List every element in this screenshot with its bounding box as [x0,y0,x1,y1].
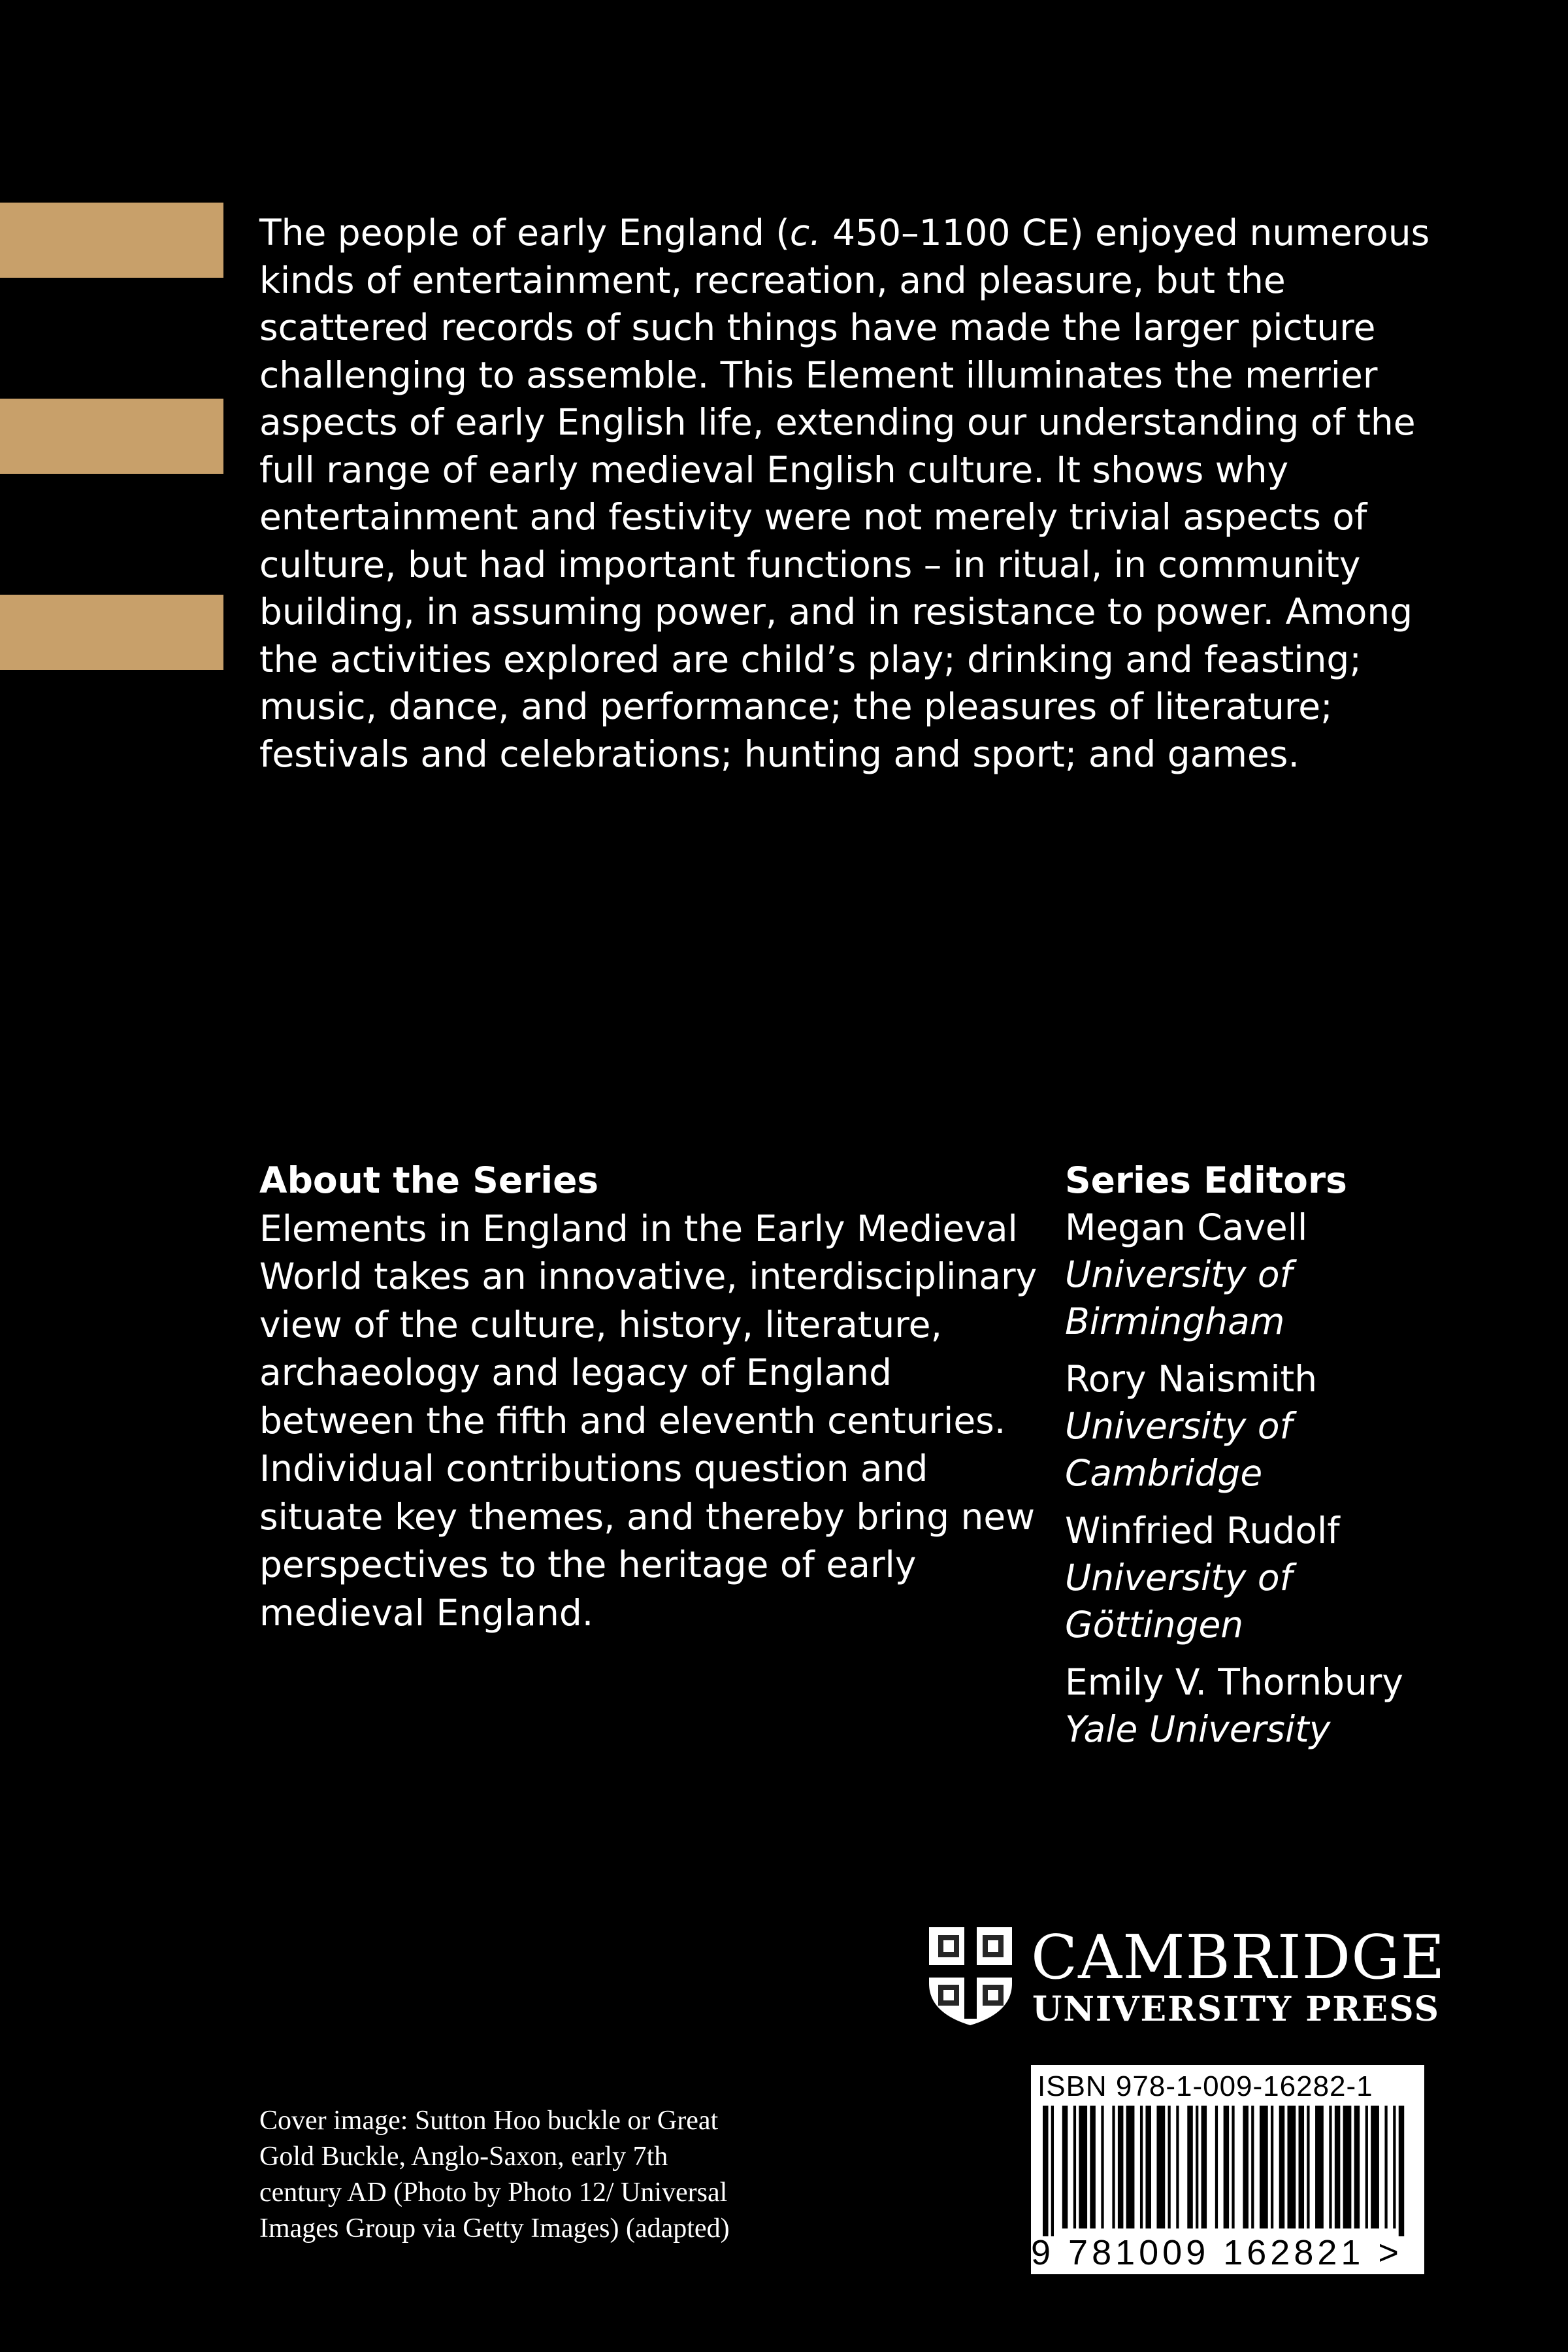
barcode-bar [1118,2106,1124,2228]
about-heading: About the Series [259,1159,599,1201]
about-the-series [259,1157,1043,1637]
accent-bar-1 [0,203,223,278]
book-description: The people of early England (c. 450–1100 CE) enjoyed numerous kinds of entertainment, recreation, and pleasure, but the scattered records of such things have made the larger picture challenging to assemble. This Element illuminates the merrier aspects of early English life, extending our understanding of the full range of early medieval English culture. It shows why entertainment and festivity were not merely trivial aspects of culture, but had important functions – in ritual, in community building, in assuming power, and in resistance to power. Among the activities explored are child’s play; drinking and feasting; music, dance, and performance; the pleasures of literature; festivals and celebrations; hunting and sport; and games. [259,212,1430,775]
barcode-bar [1079,2106,1087,2228]
barcode-bar [1393,2106,1396,2228]
barcode-bar [1145,2106,1151,2228]
barcode-bar [1335,2106,1341,2228]
barcode-bar [1307,2106,1309,2228]
editor-entry [1065,1659,1535,1753]
barcode-bar [1279,2106,1285,2228]
ean-number: 9 781009 162821 > [1031,2233,1403,2272]
barcode-bar [1073,2106,1076,2228]
editor-institution: University of [1065,1557,1292,1598]
isbn-label: ISBN 978-1-009-16282-1 [1037,2070,1373,2102]
barcode-bar [1062,2106,1068,2228]
barcode-bar [1251,2106,1254,2228]
editor-institution: Birmingham [1065,1300,1285,1342]
barcode-bar [1090,2106,1096,2228]
editor-name: Rory Naismith [1065,1358,1318,1400]
editor-entry [1065,1355,1535,1497]
editor-institution: University of [1065,1405,1292,1447]
series-editors [1065,1157,1535,1763]
editors-heading: Series Editors [1065,1159,1347,1201]
barcode-bar [1176,2106,1179,2228]
barcode-bar [1043,2106,1049,2236]
about-text: Elements in England in the Early Medieval World takes an innovative, interdisciplinary view of the culture, history, literature, archaeology and legacy of England between the fifth and eleventh centuries. Individual contributions question and situate key themes, and thereby bring new perspectives to the heritage of early medieval England. [259,1207,1037,1634]
crest-icon [926,1925,1015,2027]
barcode-bar [1126,2106,1135,2228]
isbn-barcode [1031,2065,1424,2274]
barcode-bar [1051,2106,1054,2236]
cambridge-university-press-logo [926,1922,1446,2029]
editor-institution: University of [1065,1253,1292,1295]
barcode-bar [1201,2106,1207,2228]
barcode-bar [1187,2106,1193,2228]
publisher-name: CAMBRIDGE [1031,1922,1446,1993]
barcode-bar [1156,2106,1165,2228]
barcode-bar [1371,2106,1379,2228]
barcode-bar [1315,2106,1324,2228]
accent-bar-3 [0,595,223,670]
barcode-bar [1215,2106,1218,2228]
barcode-bar [1354,2106,1360,2228]
barcode-bar [1232,2106,1234,2228]
barcode-bar [1243,2106,1249,2228]
barcode-bar [1399,2106,1405,2236]
barcode-bar [1329,2106,1331,2228]
barcode-bar [1196,2106,1198,2228]
barcode-bar [1260,2106,1268,2228]
barcode-bar [1271,2106,1273,2228]
publisher-subname: UNIVERSITY PRESS [1032,1989,1441,2029]
accent-bar-2 [0,399,223,474]
editor-name: Megan Cavell [1065,1206,1308,1248]
barcode-bar [1168,2106,1171,2228]
barcode-bar [1343,2106,1352,2228]
barcode-bar [1140,2106,1143,2228]
barcode-bar [1224,2106,1230,2228]
editor-institution: Göttingen [1065,1604,1244,1646]
barcode-bar [1365,2106,1368,2228]
editor-entry [1065,1507,1535,1648]
cover-image-credit: Cover image: Sutton Hoo buckle or Great Gold Buckle, Anglo-Saxon, early 7th century AD (Photo by Photo 12/ Universal Images Group via Getty Images) (adapted) [259,2106,730,2244]
editor-institution: Cambridge [1065,1452,1263,1494]
barcode-bar [1101,2106,1103,2228]
barcode-bar [1384,2106,1387,2228]
editor-institution: Yale University [1065,1708,1331,1750]
barcode-bars [1043,2106,1413,2236]
editor-entry [1065,1204,1535,1345]
barcode-bar [1299,2106,1305,2228]
editor-name: Emily V. Thornbury [1065,1661,1403,1703]
editor-name: Winfried Rudolf [1065,1510,1340,1551]
barcode-bar [1287,2106,1296,2228]
barcode-bar [1112,2106,1115,2228]
